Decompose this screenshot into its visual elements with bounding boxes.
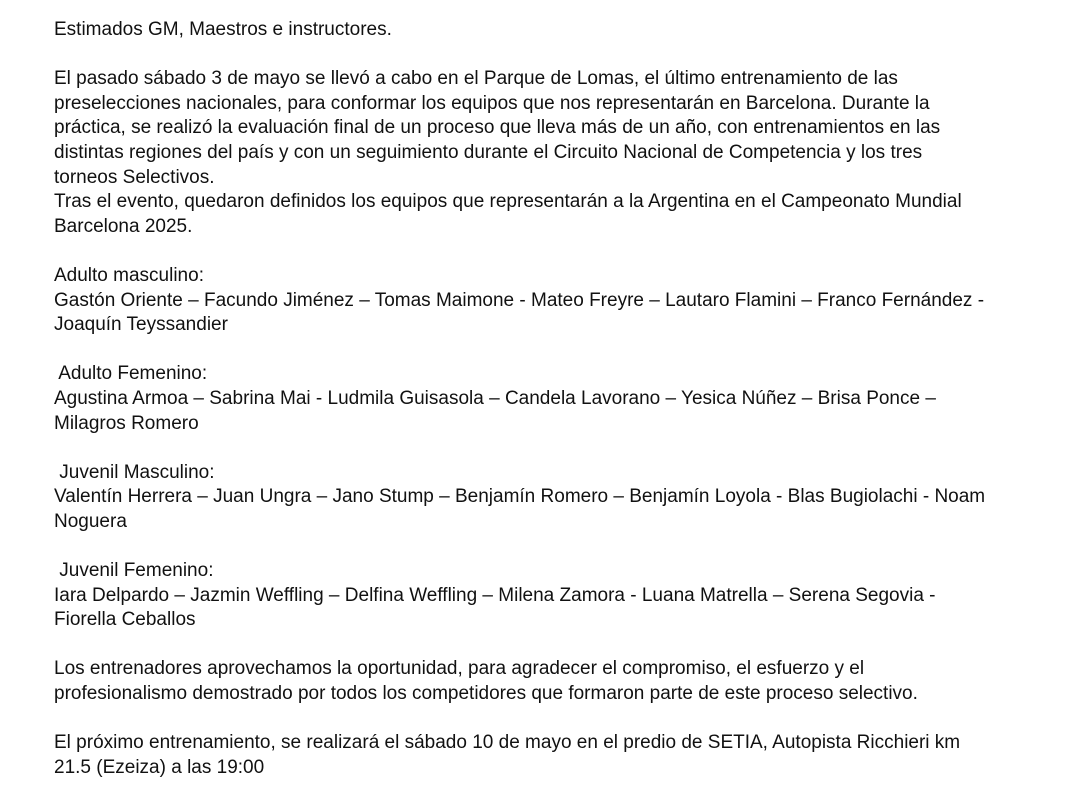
team-juvenil-femenino	[54, 559, 1070, 633]
team-members-line: Fiorella Ceballos	[54, 609, 196, 631]
intro-line: Tras el evento, quedaron definidos los equipos que representarán a la Argentina en el Campeonato Mundial	[54, 191, 962, 213]
team-adulto-femenino	[54, 362, 1070, 436]
intro-line: práctica, se realizó la evaluación final de un proceso que lleva más de un año, con entrenamientos en las	[54, 117, 941, 139]
team-title: Adulto Femenino:	[54, 363, 208, 385]
team-members-line: Joaquín Teyssandier	[54, 314, 228, 336]
greeting	[54, 18, 1070, 43]
next-training-line: 21.5 (Ezeiza) a las 19:00	[54, 756, 265, 778]
thanks-paragraph	[54, 657, 1070, 706]
document-body	[54, 18, 1070, 805]
team-adulto-masculino	[54, 264, 1070, 338]
next-training-line: El próximo entrenamiento, se realizará el sábado 10 de mayo en el predio de SETIA, Autopista Ricchieri km	[54, 732, 961, 754]
team-juvenil-masculino	[54, 461, 1070, 535]
team-members-line: Gastón Oriente – Facundo Jiménez – Tomas Maimone - Mateo Freyre – Lautaro Flamini – Franco Fernández -	[54, 289, 985, 311]
team-members-line: Iara Delpardo – Jazmin Weffling – Delfina Weffling – Milena Zamora - Luana Matrella – Serena Segovia -	[54, 584, 936, 606]
team-members-line: Valentín Herrera – Juan Ungra – Jano Stump – Benjamín Romero – Benjamín Loyola - Blas Bugiolachi - Noam	[54, 486, 986, 508]
intro-line: distintas regiones del país y con un seguimiento durante el Circuito Nacional de Competencia y los tres	[54, 141, 923, 163]
team-members-line: Noguera	[54, 510, 127, 532]
thanks-line: profesionalismo demostrado por todos los competidores que formaron parte de este proceso selectivo.	[54, 683, 918, 705]
intro-paragraph	[54, 67, 1070, 239]
team-title: Adulto masculino:	[54, 264, 204, 286]
intro-line: torneos Selectivos.	[54, 166, 215, 188]
intro-line: Barcelona 2025.	[54, 215, 193, 237]
team-members-line: Agustina Armoa – Sabrina Mai - Ludmila Guisasola – Candela Lavorano – Yesica Núñez – Brisa Ponce –	[54, 387, 936, 409]
team-members-line: Milagros Romero	[54, 412, 199, 434]
greeting-line: Estimados GM, Maestros e instructores.	[54, 19, 392, 40]
team-title: Juvenil Femenino:	[54, 560, 214, 582]
intro-line: El pasado sábado 3 de mayo se llevó a cabo en el Parque de Lomas, el último entrenamiento de las	[54, 68, 898, 90]
intro-line: preselecciones nacionales, para conformar los equipos que nos representarán en Barcelona. Durante la	[54, 92, 930, 114]
thanks-line: Los entrenadores aprovechamos la oportunidad, para agradecer el compromiso, el esfuerzo y el	[54, 658, 865, 680]
team-title: Juvenil Masculino:	[54, 461, 215, 483]
next-training-paragraph	[54, 731, 1070, 780]
